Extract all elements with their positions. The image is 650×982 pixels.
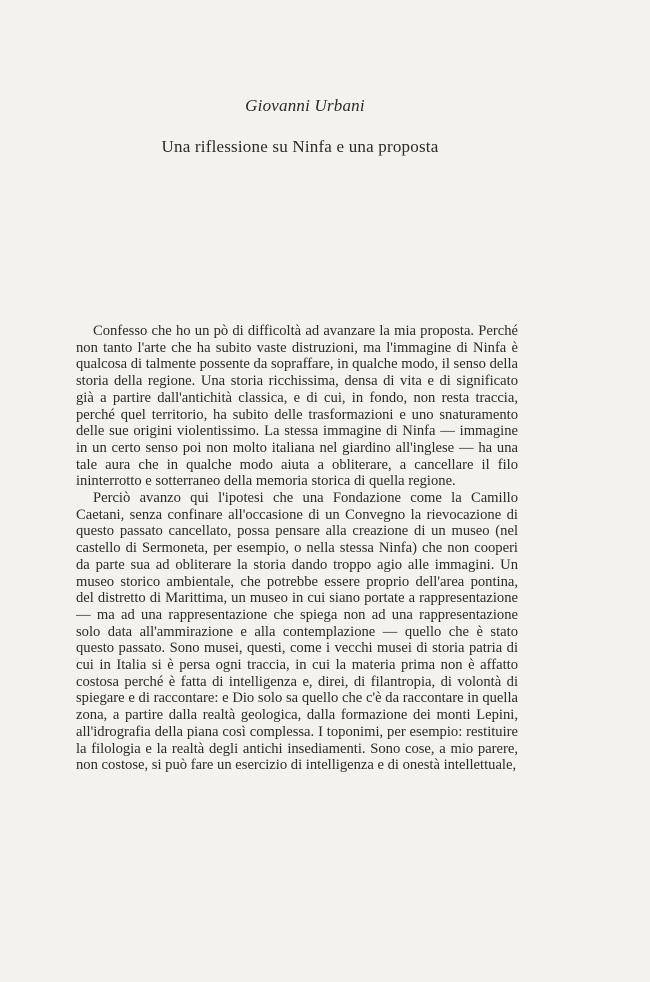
paragraph-2: Perciò avanzo qui l'ipotesi che una Fondazione come la Camillo Caetani, senza confinare all'occasione di un Convegno la rievocazione di questo passato cancellato, possa pensare alla creazione di un museo (nel castello di Sermoneta, per esempio, o nella stessa Ninfa) che non cooperi da parte sua ad obliterare la storia dando troppo agio alle immagini. Un museo storico ambientale, che potrebbe essere proprio dell'area pontina, del distretto di Marittima, un museo in cui siano portate a rappresentazione — ma ad una rappresentazione che spiega non ad una rappresentazione solo data all'ammirazione e alla contemplazione — quello che è stato questo passato. Sono musei, questi, come i vecchi musei di storia patria di cui in Italia si è persa ogni traccia, in cui la materia prima non è affatto costosa perché è fatta di intelligenza e, direi, di filantropia, di volontà di spiegare e di raccontare: e Dio solo sa quello che c'è da raccontare in quella zona, a partire dalla realtà geologica, dalla formazione dei monti Lepini, all'idrografia della piana così complessa. I toponimi, per esempio: restituire la filologia e la realtà degli antichi insediamenti. Sono cose, a mio parere, non costose, si può fare un esercizio di intelligenza e di onestà intellettuale,: [76, 490, 518, 774]
essay-title: Una riflessione su Ninfa e una proposta: [161, 137, 439, 156]
body-text: [76, 323, 518, 774]
paragraph-1: Confesso che ho un pò di difficoltà ad avanzare la mia proposta. Perché non tanto l'arte che ha subito vaste distruzioni, ma l'immagine di Ninfa è qualcosa di talmente possente da sopraffare, in qualche modo, il senso della storia della regione. Una storia ricchissima, densa di vita e di significato già a partire dall'antichità classica, e di cui, in fondo, non resta traccia, perché quel territorio, ha subito delle trasformazioni e uno snaturamento delle sue origini violentissimo. La stessa immagine di Ninfa — immagine in un certo senso poi non molto italiana nel giardino all'inglese — ha una tale aura che in qualche modo aiuta a obliterare, a cancellare il filo ininterrotto e sotterraneo della memoria storica di quella regione.: [76, 323, 518, 490]
author-name: Giovanni Urbani: [245, 96, 365, 115]
